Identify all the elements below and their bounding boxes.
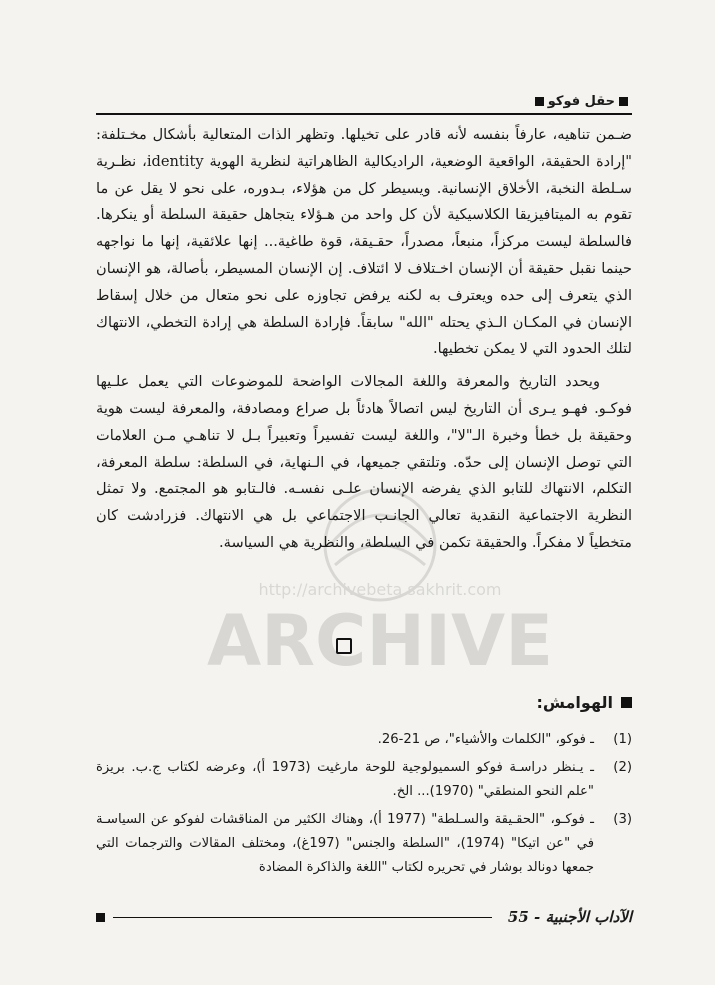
watermark-url: http://archivebeta.sakhrit.com xyxy=(258,580,502,599)
section-end-square-icon xyxy=(336,638,352,654)
note-text: ـ فوكو، "الكلمات والأشياء"، ص 21-26. xyxy=(377,732,594,747)
header-rule xyxy=(96,113,632,115)
note-number: (2) xyxy=(613,760,632,775)
footer-rule xyxy=(113,917,492,918)
notes-title: الهوامش: xyxy=(536,692,613,712)
notes-heading xyxy=(96,688,632,716)
running-title: حقل فوكو xyxy=(547,93,615,109)
note-number: (1) xyxy=(613,732,632,747)
note-item xyxy=(96,756,632,804)
notes-list xyxy=(96,728,632,884)
square-bullet-icon xyxy=(619,97,628,106)
note-text: ـ يـنظر دراسـة فوكو السميولوجية للوحة مارغيت (1973 أ)، وعرضه لكتاب ج.ب. بريزة "علم النحو المنطقي" (1970)... الخ. xyxy=(96,760,594,799)
note-item xyxy=(96,728,632,752)
footer-page-label: الآداب الأجنبية - 55 xyxy=(507,908,632,926)
page-footer xyxy=(96,905,632,929)
note-text: ـ فوكـو، "الحقـيقة والسـلطة" (1977 أ)، وهناك الكثير من المناقشات لفوكو عن السياسـة في "عن اتيكا" (1974)، "السلطة والجنس" (197غ)، ومختلف المقالات والترجمات التي جمعها دونالد بوشار في تحريره لكتاب "اللغة والذاكرة المضادة xyxy=(96,812,595,875)
watermark-text: ARCHIVE xyxy=(206,600,554,682)
square-bullet-icon xyxy=(535,97,544,106)
note-item xyxy=(96,808,632,880)
square-bullet-icon xyxy=(621,697,632,708)
square-bullet-icon xyxy=(96,913,105,922)
body-text xyxy=(96,122,632,557)
running-header xyxy=(96,90,632,112)
note-number: (3) xyxy=(613,812,632,827)
paragraph: ويحدد التاريخ والمعرفة واللغة المجالات الواضحة للموضوعات التي يعمل علـيها فوكـو. فهـو يـرى أن التاريخ ليس اتصالاً هادئاً بل صراع ومصادفة، والمعرفة ليست هوية وحقيقة بل خطأ وخبرة الـ"لا"، واللغة ليست تفسيراً وتعبيراً بـل لا تناهـي مـن العلامات التي توصل الإنسان إلى حدّه. وتلتقي جميعها، في الـنهاية، في السلطة: سلطة المعرفة، التكلم، الانتهاك للتابو الذي يفرضه الإنسان علـى نفسـه. فالـتابو هو المجتمع. ولا تمثل النظرية الاجتماعية النقدية تعالي الجانـب الاجتماعي بل هي الانتهاك. فزرادشت كان متخطياً لا مفكراً. والحقيقة تكمن في السلطة، والنظرية هي السياسة. xyxy=(96,373,632,551)
paragraph: ضـمن تناهيه، عارفاً بنفسه لأنه قادر على تخيلها. وتظهر الذات المتعالية بأشكال مخـتلفة: "إرادة الحقيقة، الواقعية الوضعية، الراديكالية الظاهراتية لنظرية الهوية identity، نظـرية سـلطة النخبة، الأخلاق الإنسانية. ويسيطر كل من هؤلاء، بـدوره، على نحو لا يقل عن ما تقوم به الميتافيزيقا الكلاسيكية لأن كل واحد من هـؤلاء يتجاهل حقيقة السلطة أو ينكرها. فالسلطة ليست مركزاً، منبعاً، مصدراً، حقـيقة، قوة طاغية... إنها علائقية، إنها ما نواجهه حينما نقبل حقيقة أن الإنسان اخـتلاف لا ائتلاف. إن الإنسان المسيطر، بأصالة، هو الإنسان الذي يتعرف إلى حده ويعترف به لكنه يرفض تجاوزه على نحو متعال من خلال إسقاط الإنسان في المكـان الـذي يحتله "الله" سابقاً. فإرادة السلطة هي إرادة التخطي، الانتهاك لتلك الحدود التي لا يمكن تخطيها. xyxy=(96,126,632,358)
